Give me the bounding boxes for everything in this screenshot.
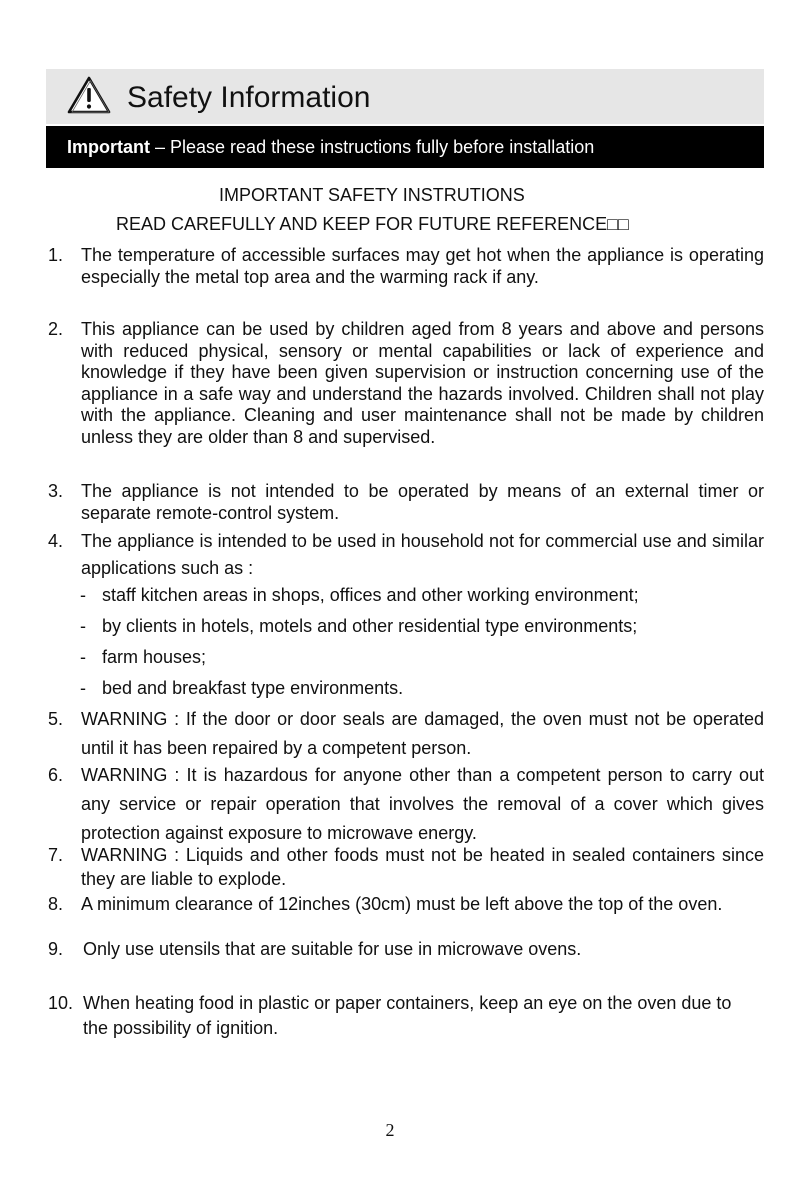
item-text: WARNING : It is hazardous for anyone other than a competent person to carry out any service or repair operation that involves the removal of a cover which gives protection against exposure to microwave energy.: [81, 765, 764, 843]
list-item: [48, 939, 764, 961]
list-item: [48, 843, 764, 891]
list-item: [48, 245, 764, 288]
safety-instructions-heading: IMPORTANT SAFETY INSTRUTIONS: [219, 185, 525, 205]
list-item: [80, 616, 637, 637]
important-notice-bar: [46, 126, 764, 168]
sub-item-dash: -: [80, 585, 86, 605]
item-number: 10.: [48, 993, 74, 1013]
keep-for-reference-heading: READ CAREFULLY AND KEEP FOR FUTURE REFERENCE□□: [116, 214, 629, 234]
list-item: [48, 481, 764, 524]
page-title: Safety Information: [127, 81, 371, 114]
item-text: A minimum clearance of 12inches (30cm) must be left above the top of the oven.: [81, 894, 723, 914]
item-text: WARNING : Liquids and other foods must not be heated in sealed containers since they are liable to explode.: [81, 845, 764, 889]
sub-item-text: bed and breakfast type environments.: [102, 678, 404, 698]
item-text: WARNING : If the door or door seals are damaged, the oven must not be operated until it has been repaired by a competent person.: [81, 709, 764, 758]
section-title-bar: [46, 69, 764, 124]
sub-item-dash: -: [80, 616, 86, 636]
item-number: 3.: [48, 481, 64, 501]
item-number: 2.: [48, 319, 64, 339]
list-item: [48, 991, 748, 1041]
list-item: [48, 891, 764, 918]
item-number: 6.: [48, 765, 64, 785]
list-item: [48, 705, 764, 763]
important-notice-text: – Please read these instructions fully before installation: [150, 137, 595, 157]
item-text: The appliance is not intended to be operated by means of an external timer or separate remote-control system.: [81, 481, 764, 523]
item-text: The appliance is intended to be used in household not for commercial use and similar applications such as :: [81, 531, 764, 578]
item-text: Only use utensils that are suitable for use in microwave ovens.: [83, 939, 582, 959]
item-number: 7.: [48, 845, 64, 865]
item-text: The temperature of accessible surfaces may get hot when the appliance is operating especially the metal top area and the warming rack if any.: [81, 245, 764, 287]
item-number: 4.: [48, 531, 64, 551]
list-item: [48, 761, 764, 848]
important-label: Important: [67, 137, 150, 157]
warning-triangle-icon: [66, 75, 112, 115]
sub-item-text: farm houses;: [102, 647, 207, 667]
item-number: 9.: [48, 939, 64, 959]
sub-item-text: staff kitchen areas in shops, offices and other working environment;: [102, 585, 639, 605]
item-number: 8.: [48, 894, 64, 914]
list-item: [80, 585, 639, 606]
item-number: 5.: [48, 709, 64, 729]
list-item: [48, 528, 764, 582]
list-item: [80, 678, 403, 699]
page-number: 2: [385, 1120, 395, 1140]
sub-item-text: by clients in hotels, motels and other residential type environments;: [102, 616, 638, 636]
sub-item-dash: -: [80, 647, 86, 667]
item-text: This appliance can be used by children aged from 8 years and above and persons with reduced physical, sensory or mental capabilities or lack of experience and knowledge if they have been given supervision or instruction concerning use of the appliance in a safe way and understand the hazards involved. Children shall not play with the appliance. Cleaning and user maintenance shall not be made by children unless they are older than 8 and supervised.: [81, 319, 764, 447]
item-text: When heating food in plastic or paper containers, keep an eye on the oven due to the possibility of ignition.: [83, 993, 732, 1038]
list-item: [80, 647, 206, 668]
item-number: 1.: [48, 245, 64, 265]
list-item: [48, 319, 764, 448]
sub-item-dash: -: [80, 678, 86, 698]
